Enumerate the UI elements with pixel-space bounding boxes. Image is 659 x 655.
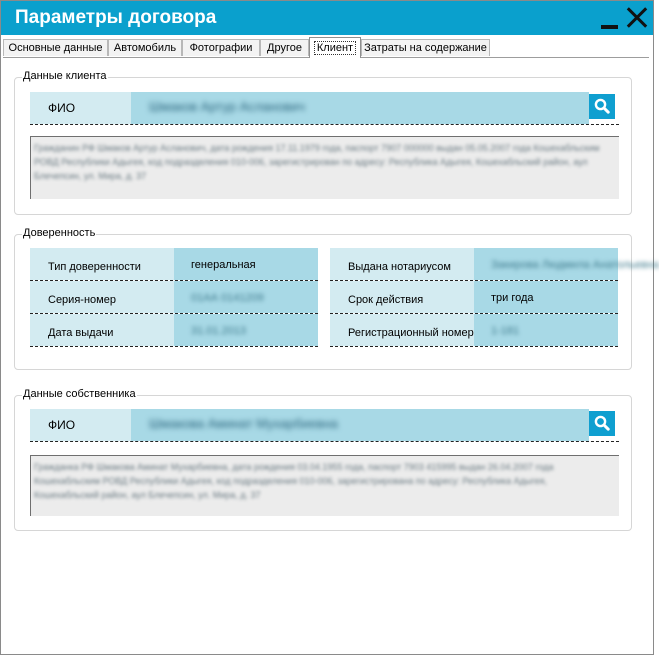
- owner-search-button[interactable]: [589, 411, 615, 436]
- client-fio-separator: [30, 124, 619, 125]
- owner-data-legend: Данные собственника: [23, 388, 136, 400]
- client-search-button[interactable]: [589, 94, 615, 119]
- power-of-attorney-legend: Доверенность: [23, 227, 96, 239]
- proxy-validity-value: три года: [474, 281, 618, 313]
- client-details-text[interactable]: Гражданин РФ Шмаков Артур Асланович, дата рождения 17.11.1979 года, паспорт 7907 000000 выдан 05.05.2007 года Кошехабльским РОВД Республики Адыгея, код подразделения 010-006, зарегистрирован по адресу: Республика Адыгея, Кошехабльский район, аул Блечепсин, ул. Мира, д. 37: [30, 136, 619, 199]
- tab-car[interactable]: Автомобиль: [108, 39, 182, 56]
- window-title: Параметры договора: [15, 7, 217, 28]
- owner-details-text[interactable]: Гражданка РФ Шмакова Аминат Мухарбиевна, дата рождения 03.04.1955 года, паспорт 7903 415995 выдан 26.04.2007 года Кошехабльским РОВД Республики Адыгея, код подразделения 010-006, зарегистрирована по адресу: Республика Адыгея, Кошехабльский район, аул Блечепсин, ул. Мира, д. 37: [30, 455, 619, 516]
- tab-other[interactable]: Другое: [260, 39, 309, 56]
- proxy-type-field: Тип доверенности генеральная: [30, 248, 318, 280]
- tab-maintenance-costs[interactable]: Затраты на содержание: [361, 39, 490, 56]
- owner-fio-value: Шмакова Аминат Мухарбиевна: [131, 409, 589, 441]
- client-data-legend: Данные клиента: [23, 70, 107, 82]
- search-icon: [594, 98, 610, 114]
- proxy-issue-date-value: 31.01.2013: [174, 314, 318, 346]
- proxy-registration-number-value: 1-181: [474, 314, 618, 346]
- minimize-icon[interactable]: [598, 6, 622, 30]
- proxy-type-value: генеральная: [174, 248, 318, 280]
- proxy-notary-field: Выдана нотариусом Закирова Людмила Анатольевна: [330, 248, 618, 280]
- tab-main-data[interactable]: Основные данные: [3, 39, 108, 56]
- owner-fio-label: ФИО: [30, 409, 131, 441]
- client-fio-label: ФИО: [30, 92, 131, 124]
- close-icon[interactable]: [625, 6, 649, 30]
- owner-data-group: [14, 388, 632, 531]
- client-data-group: [14, 70, 632, 215]
- proxy-registration-number-field: Регистрационный номер 1-181: [330, 314, 618, 346]
- power-of-attorney-group: [14, 227, 659, 370]
- client-fio-value: Шмаков Артур Асланович: [131, 92, 589, 124]
- tab-client[interactable]: Клиент: [309, 37, 361, 58]
- proxy-validity-field: Срок действия три года: [330, 281, 618, 313]
- owner-fio-separator: [30, 441, 619, 442]
- proxy-issue-date-field: Дата выдачи 31.01.2013: [30, 314, 318, 346]
- proxy-notary-value: Закирова Людмила Анатольевна: [474, 248, 618, 280]
- search-icon: [594, 415, 610, 431]
- proxy-series-number-value: 01АА 0141209: [174, 281, 318, 313]
- proxy-series-number-field: Серия-номер 01АА 0141209: [30, 281, 318, 313]
- tab-photos[interactable]: Фотографии: [182, 39, 260, 56]
- title-bar[interactable]: [1, 1, 653, 35]
